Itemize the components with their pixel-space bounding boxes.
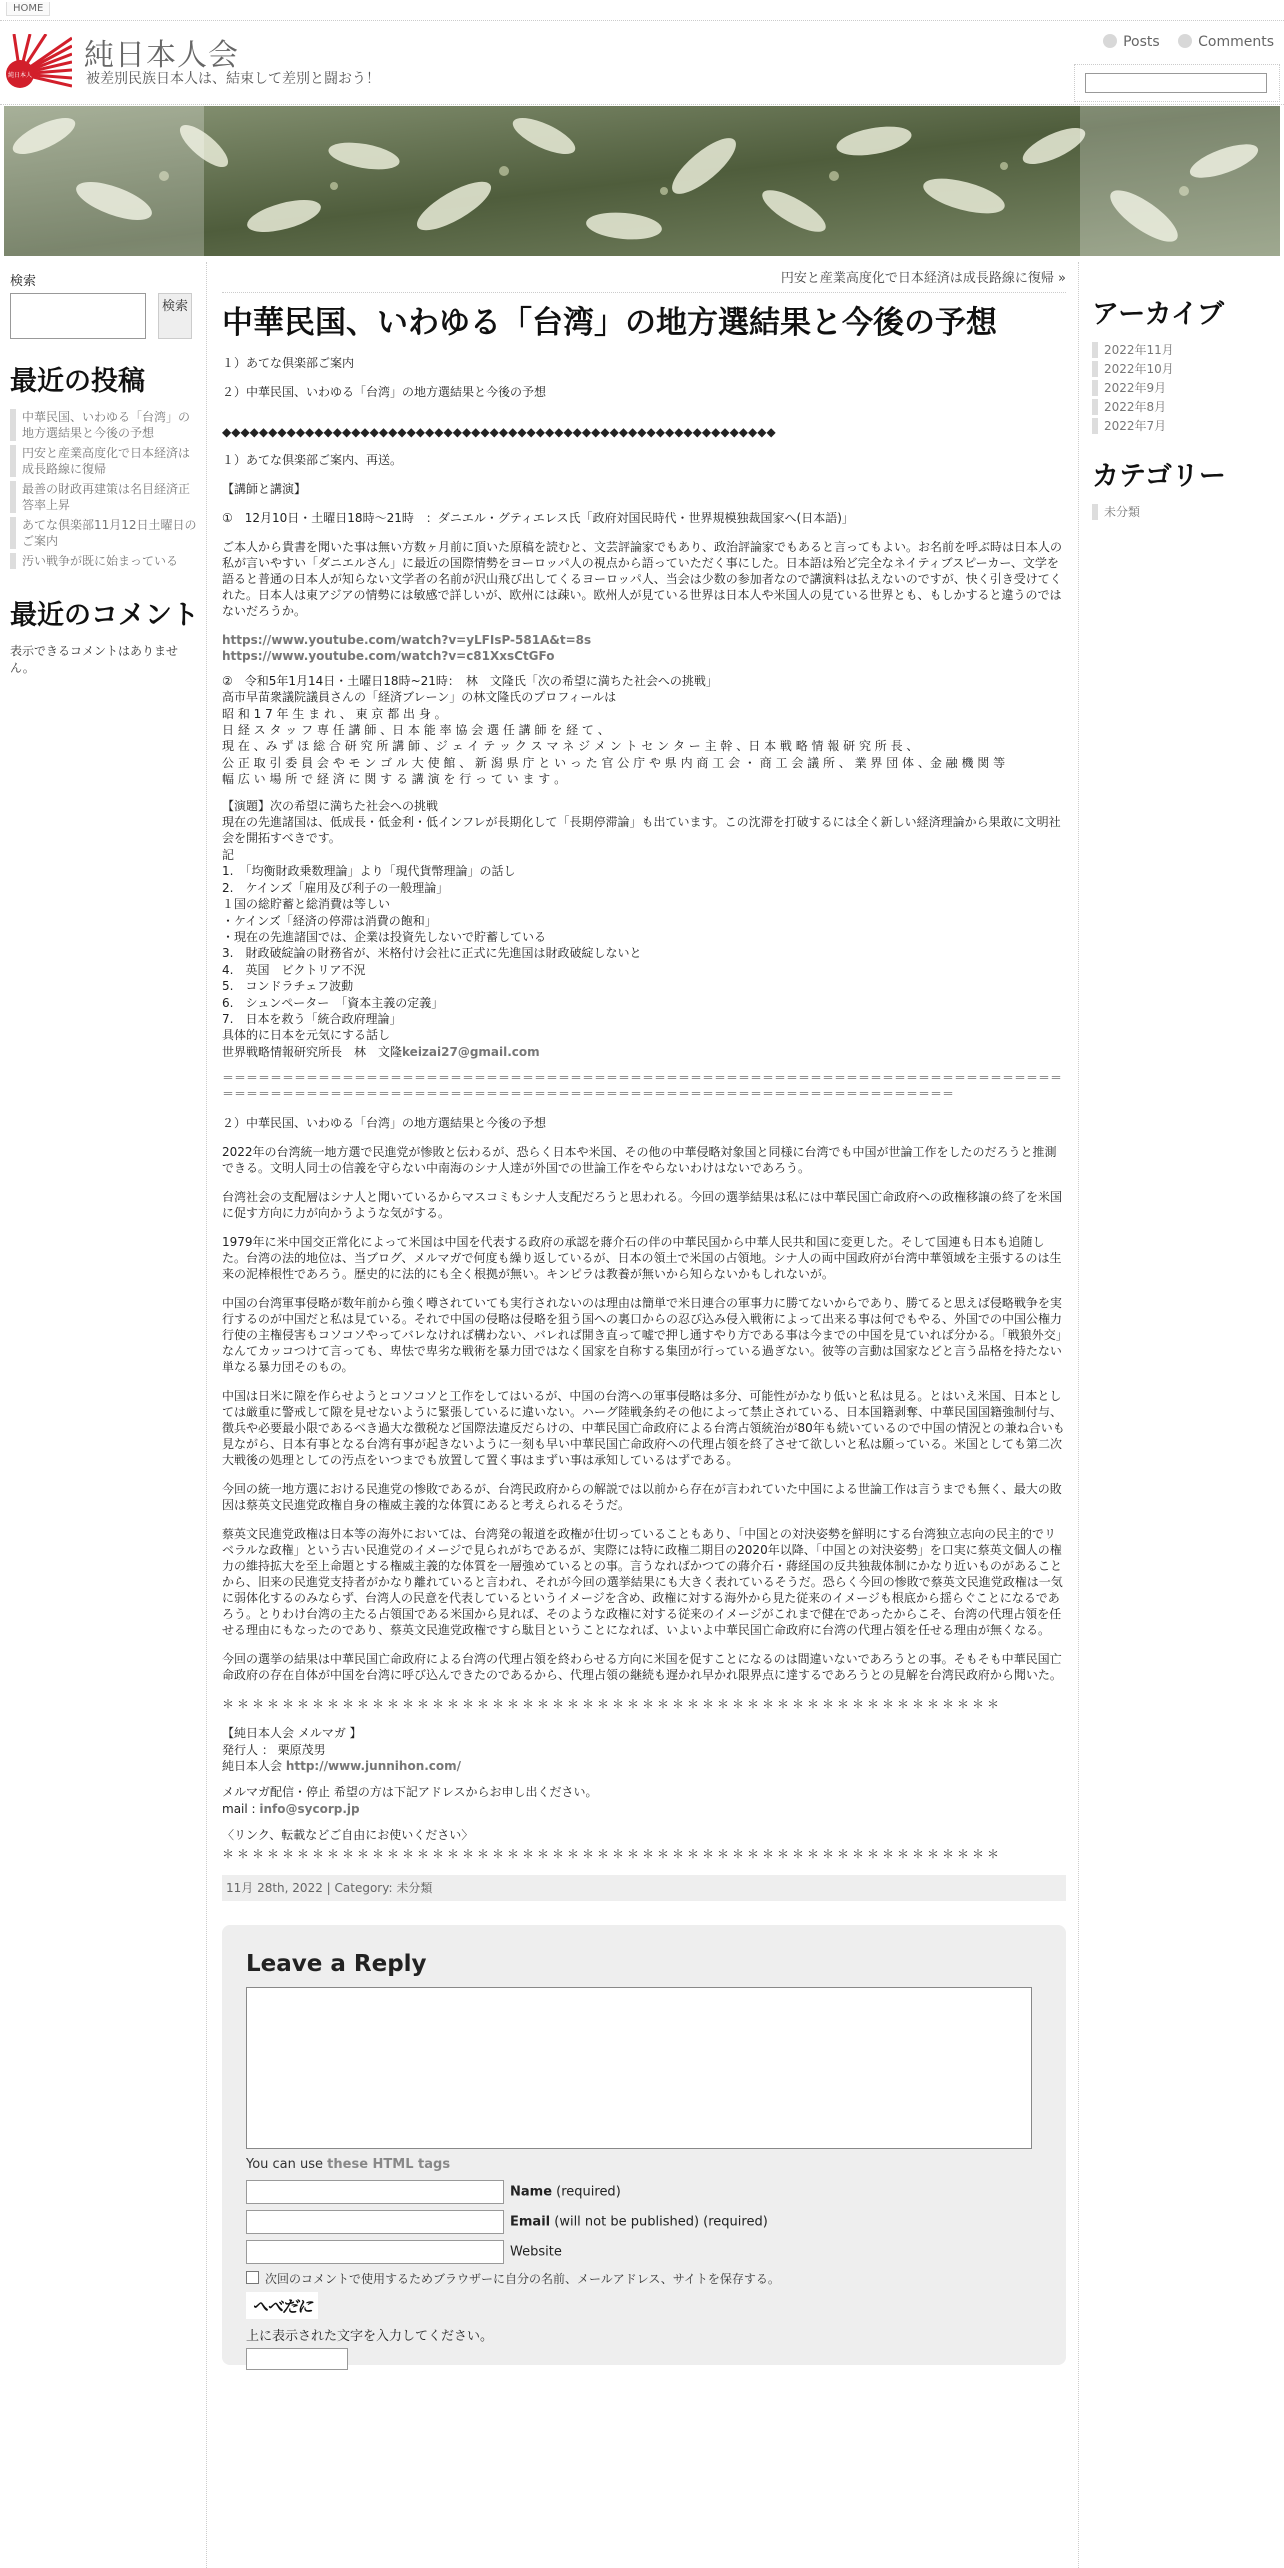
left-column-divider [206,262,207,2568]
lecture2-line: ② 令和5年1月14日・土曜日18時~21時： 林 文隆氏「次の希望に満ちた社会への挑戦」 [222,673,718,688]
captcha-instructions: 上に表示された文字を入力してください。 [246,2328,494,2344]
theme-line: 7. 日本を救う「統合政府理論」 [222,1011,402,1026]
theme-line: 4. 英国 ビクトリア不況 [222,962,366,977]
youtube-link[interactable]: https://www.youtube.com/watch?v=yLFIsP-581A&t=8s [222,633,592,647]
search-label: 検索 [10,274,37,289]
captcha-input[interactable] [246,2348,348,2370]
body-paragraph: 今回の統一地方選における民進党の惨敗であるが、台湾民政府からの解説では以前から存在が言われていた中国による世論工作は言うまでも無く、最大の敗因は蔡英文民進党政権自身の権威主義的な体質にあると考えられるそうだ。 [222,1482,1062,1513]
site-logo-icon[interactable] [6,34,72,88]
captcha-image: へべだに [246,2292,318,2319]
next-post-link[interactable]: 円安と産業高度化で日本経済は成長路線に復帰 » [222,266,1066,293]
nav-home-link[interactable]: HOME [6,2,50,16]
section1-heading: １）あてな倶楽部ご案内、再送。 [222,453,403,467]
right-column-divider [1078,262,1079,2568]
website-field[interactable] [246,2240,504,2264]
theme-line: 1. 「均衡財政乗数理論」より「現代貨幣理論」の話し [222,864,516,879]
sidebar-search-input[interactable] [10,293,146,339]
category-list [1092,504,1272,520]
lecture2-line: 公 正 取 引 委 員 会 や モ ン ゴ ル 大 使 館 、 新 潟 県 庁 と い っ た 官 公 庁 や 県 内 商 工 会 ・ 商 工 会 議 所 、 業 界 団 体 、金 融 機 関 等 [222,755,1006,770]
theme-line: ・現在の先進諸国では、企業は投資先しないで貯蓄している [222,929,547,944]
archive-list [1092,342,1272,434]
site-header [0,20,1284,105]
post-meta: 11月 28th, 2022 | Category: 未分類 [222,1875,1066,1901]
section1-subheading: 【講師と講演】 [222,482,307,496]
mail-link[interactable]: info@sycorp.jp [259,1801,360,1816]
lecture2-line: 昭 和 1 7 年 生 ま れ 、 東 京 都 出 身 。 [222,706,447,721]
left-sidebar [10,270,200,677]
recent-post-item[interactable]: 汚い戦争が既に始まっている [10,553,200,569]
archive-item[interactable]: 2022年9月 [1092,380,1272,396]
theme-line: 具体的に日本を元気にする話し [222,1028,391,1043]
newsletter-contact [222,1784,1066,1817]
separator-asterisks: ＊＊＊＊＊＊＊＊＊＊＊＊＊＊＊＊＊＊＊＊＊＊＊＊＊＊＊＊＊＊＊＊＊＊＊＊＊＊＊＊＊＊＊＊＊＊＊＊＊＊＊＊ [222,1697,1003,1712]
email-link[interactable]: keizai27@gmail.com [402,1044,540,1059]
comment-form [222,1925,1066,2365]
post-date: 11月 28th, 2022 [226,1880,323,1895]
archive-item[interactable]: 2022年11月 [1092,342,1272,358]
main-content [222,266,1066,2365]
theme-line: 2. ケインズ「雇用及び利子の一般理論」 [222,880,449,895]
body-paragraph: 2022年の台湾統一地方選で民進党が惨敗と伝わるが、恐らく日本や米国、その他の中華侵略対象国と同様に台湾でも中国が世論工作をしたのだろうと推測できる。文明人同士の信義を守らない中南海のシナ人達が外国での世論工作をやらないわけはないであろう。 [222,1145,1057,1176]
save-info-row: 次回のコメントで使用するためブラウザーに自分の名前、メールアドレス、サイトを保存する。 [246,2270,1042,2292]
newsletter-mail: mail : info@sycorp.jp [222,1801,360,1816]
separator-equals: ＝＝＝＝＝＝＝＝＝＝＝＝＝＝＝＝＝＝＝＝＝＝＝＝＝＝＝＝＝＝＝＝＝＝＝＝＝＝＝＝＝＝＝＝＝＝＝＝＝＝＝＝＝＝＝＝＝＝＝＝＝＝＝＝＝＝＝＝＝＝＝＝＝＝＝＝＝＝＝＝＝＝＝＝＝＝＝＝＝＝＝＝＝＝＝＝＝＝＝＝＝＝＝＝＝＝＝＝＝＝＝＝＝＝＝＝＝＝＝＝＝＝＝＝＝＝＝＝＝＝＝ [222,1071,1063,1102]
body-paragraph: 1979年に米中国交正常化によって米国は中国を代表する政府の承認を蔣介石の伴の中華民国から中華人民共和国に変更した。そして国連も日本も追随した。台湾の法的地位は、当ブログ、メルマガで何度も繰り返しているが、日本の領土で米国の占領地。シナ人の両中国政府が台湾中華領域を主張するのは生来の泥棒根性であろう。歴史的に法的にも全く根拠が無い。キンピラは教養が無いから知らないかもしれないが。 [222,1235,1062,1282]
newsletter-title: 【純日本人会 メルマガ 】 [222,1726,362,1741]
site-url-link[interactable]: http://www.junnihon.com/ [285,1758,462,1773]
html-tags-link[interactable]: these HTML tags [327,2156,451,2172]
body-paragraph: 蔡英文民進党政権は日本等の海外においては、台湾発の報道を政権が仕切っていることもあり、「中国との対決姿勢を鮮明にする台湾独立志向の民主的でリベラルな政権」という古い民進党のイメージで見られがちであるが、実際には特に政権二期目の2020年以降、「中国との対決姿勢」を口実に蔡英文個人の権力の維持拡大を至上命題とする権威主義的な体質を一層強めているとの事。言うなればかつての蔣介石・蔣経国の反共独裁体制にかなり近いものがあることから、旧来の民進党支持者がかなり離れていると言われ、それが今回の選挙結果にも大きく表れているそうだ。恐らく今回の惨敗で蔡英文民進党政権は一気に弱体化するのみならず、台湾人の民意を代表しているというイメージを含め、政権に対する海外から見た従来のイメージも根底から揺らぐことになるであろう。とりわけ台湾の主たる占領国である米国から見れば、そのような政権に対する従来のイメージがこれまで健在であったからこそ、台湾の代理占領を任せる理由にもなったのであり、蔡英文民進党政権ですら駄目ということになれば、いよいよ中華民国亡命政府に台湾の代理占領を任せる理由が無くなる。 [222,1527,1063,1638]
archive-heading: アーカイブ [1092,299,1225,330]
header-search-input[interactable] [1085,73,1267,93]
recent-comments-heading: 最近のコメント [10,600,199,631]
archive-item[interactable]: 2022年7月 [1092,418,1272,434]
lecture2-line: 現 在 、み ず ほ 総 合 研 究 所 講 師 、ジ ェ イ テ ッ ク ス マ ネ ジ メ ン ト セ ン タ ー 主 幹 、日 本 戦 略 情 報 研 究 所 長 、 [222,739,919,754]
theme-line: 【演題】次の希望に満ちた社会への挑戦 [222,798,439,813]
toc-item: ２）中華民国、いわゆる「台湾」の地方選結果と今後の予想 [222,385,547,399]
posts-feed-link[interactable]: Posts [1103,34,1160,50]
recent-comments-empty: 表示できるコメントはありません。 [10,644,179,675]
recent-post-item[interactable]: 円安と産業高度化で日本経済は成長路線に復帰 [10,445,200,477]
category-item[interactable]: 未分類 [1092,504,1272,520]
category-heading: カテゴリー [1092,461,1226,492]
logo-text: 純日本人 [7,72,33,79]
recent-post-item[interactable]: 最善の財政再建策は名目経済正答率上昇 [10,481,200,513]
email-row: Email (will not be published) (required) [246,2210,1042,2236]
lecture2-block [222,673,1066,788]
body-paragraph: 中国は日米に隙を作らせようとコソコソと工作をしてはいるが、中国の台湾への軍事侵略は多分、可能性がかなり低いと私は見る。とはいえ米国、日本としては厳重に警戒して隙を見せないように緊張しているに違いない。ハーグ陸戦条約その他によって禁止されている、日本国籍剥奪、中華民国国籍強制付与、徴兵や必要最小限であるべき過大な徴税など国際法違反だらけの、中華民国亡命政府による台湾占領統治が80年も続いているので中国の情況との兼ね合いも見ながら、日本有事となる台湾有事が起きないように一刻も早い中華民国亡命政府への代理占領を終了させて欲しいと私は願っている。米国としても第二次大戦後の処理としての汚点をいつまでも放置して置く事はまずい事は承知しているはずである。 [222,1389,1065,1468]
feed-links [1089,34,1274,50]
toc-item: １）あてな倶楽部ご案内 [222,356,355,370]
separator-diamonds: ◆◆◆◆◆◆◆◆◆◆◆◆◆◆◆◆◆◆◆◆◆◆◆◆◆◆◆◆◆◆◆◆◆◆◆◆◆◆◆◆◆◆◆◆◆◆◆◆◆◆◆◆◆◆◆◆◆◆◆◆ [222,425,776,439]
html-tags-note: You can use these HTML tags [246,2156,451,2172]
sidebar-search-button[interactable]: 検索 [158,293,192,339]
right-sidebar [1092,290,1272,523]
save-info-checkbox[interactable] [246,2271,259,2284]
lecture1-title: ① 12月10日・土曜日18時～21時 ：ダニエル・グティエレス氏「政府対国民時代・世界規模独裁国家へ(日本語)」 [222,511,854,525]
name-field[interactable] [246,2180,504,2204]
post-title: 中華民国、いわゆる「台湾」の地方選結果と今後の予想 [222,305,997,341]
theme-line: ・ケインズ「経済の停滞は消費の飽和」 [222,913,437,928]
theme-line: 5. コンドラチェフ波動 [222,979,354,994]
newsletter-publisher: 発行人 ： 栗原茂男 [222,1742,326,1757]
newsletter-info [222,1725,1066,1774]
header-search-box [1074,64,1280,102]
body-paragraph: 中国の台湾軍事侵略が数年前から強く噂されていても実行されないのは理由は簡単で米日連合の軍事力に勝てないからであり、勝てると思えば侵略戦争を実行するのが中国だと私は見ている。それで中国の侵略は侵略を狙う国への裏口からの忍び込み侵入戦術によって出来る事は何でもやる、外国での中国公権力行使の主権侵害もコソコソやってバレなければ構わない、バレれば開き直って嘘で押し通すやり方である事は今までの中国を見ていれば分かる。「戦狼外交」なんてカッコつけて言っても、卑怯で卑劣な戦術を暴力団ではなく国家を自称する集団が行っている過ぎない。彼等の言動は国家などと言う品格を持たない単なる暴力団そのもの。 [222,1296,1063,1375]
lecture2-line: 日 経 ス タ ッ フ 専 任 講 師 、日 本 能 率 協 会 選 任 講 師 を 経 て 、 [222,723,610,738]
theme-block [222,798,1066,1061]
lecture2-line: 幅 広 い 場 所 で 経 済 に 関 す る 講 演 を 行 っ て い ま す 。 [222,772,567,787]
body-paragraph: 台湾社会の支配層はシナ人と聞いているからマスコミもシナ人支配だろうと思われる。今回の選挙結果は私には中華民国亡命政府への政権移譲の終了を米国に促す方向に力が向かうような気がする。 [222,1190,1063,1221]
comment-textarea[interactable] [246,1987,1032,2149]
newsletter-site: 純日本人会 http://www.junnihon.com/ [222,1758,462,1773]
recent-posts-list [10,409,200,569]
archive-item[interactable]: 2022年8月 [1092,399,1272,415]
theme-line: 記 [222,847,235,862]
newsletter-stop-text: メルマガ配信・停止 希望の方は下記アドレスからお申し出ください。 [222,1785,598,1800]
lecture2-line: 高市早苗衆議院議員さんの「経済ブレーン」の林文隆氏のプロフィールは [222,690,617,705]
body-paragraph: 今回の選挙の結果は中華民国亡命政府による台湾の代理占領を終わらせる方向に米国を促すことになるのは間違いないであろうとの事。そもそも中華民国亡命政府の存在自体が中国を台湾に呼び込んできたのであるから、代理占領の継続も遅かれ早かれ限界点に達するであろうとの見解を台湾民政府から聞いた。 [222,1652,1062,1683]
site-description: 被差別民族日本人は、結束して差別と闘おう！ [86,71,380,87]
theme-line: 6. シュンペーター 「資本主義の定義」 [222,995,444,1010]
youtube-link[interactable]: https://www.youtube.com/watch?v=c81XxsCtGFo [222,649,555,664]
website-row: Website [246,2240,1042,2266]
leaf-banner-image [4,106,1280,256]
archive-item[interactable]: 2022年10月 [1092,361,1272,377]
reply-heading: Leave a Reply [246,1950,427,1977]
sidebar-search [10,293,200,347]
theme-line: 現在の先進諸国は、低成長・低金利・低インフレが長期化して「長期停滞論」も出ています。この沈滞を打破するには全く新しい経済理論から果敢に文明社会を開拓すべきです。 [222,815,1061,846]
newsletter-link-note: 〈リンク、転載などご自由にお使いください〉 [222,1828,474,1843]
email-field[interactable] [246,2210,504,2234]
recent-posts-heading: 最近の投稿 [10,366,145,397]
site-title[interactable]: 純日本人会 [84,38,239,73]
rss-icon [1178,34,1192,48]
post-category-link[interactable]: 未分類 [396,1880,433,1895]
signature-line: 世界戦略情報研究所長 林 文隆keizai27@gmail.com [222,1044,540,1059]
name-row: Name (required) [246,2180,1042,2206]
lecture1-body: ご本人から貴書を聞いた事は無い方数ヶ月前に頂いた原稿を読むと、文芸評論家でもあり、政治評論家でもあると言ってもよい。お名前を呼ぶ時は日本人の私が言いやすい「ダニエルさん」に最近の国際情勢をヨーロッパ人の視点から語っていただく事にした。日本語は殆ど完全なネイティブスピーカー、文学を語ると普通の日本人が知らない文学者の名前が沢山飛び出してくるヨーロッパ人、当会は少数の参加者なので講演料は払えないのですが、快く引き受けてくれた。日本人は東アジアの情勢には敏感で詳しいが、欧州には疎い。欧州人が見ている世界は日本人や米国人の見ている世界とも、もしかすると違うのではないだろうか。 [222,540,1063,618]
theme-line: 3. 財政破綻論の財務省が、米格付け会社に正式に先進国は財政破綻しないと [222,946,642,961]
rss-icon [1103,34,1117,48]
recent-post-item[interactable]: 中華民国、いわゆる「台湾」の地方選結果と今後の予想 [10,409,200,441]
post-body [222,355,1066,1862]
section2-heading: ２）中華民国、いわゆる「台湾」の地方選結果と今後の予想 [222,1116,547,1131]
header-banner-image [4,106,1280,256]
comments-feed-link[interactable]: Comments [1178,34,1274,50]
recent-post-item[interactable]: あてな倶楽部11月12日土曜日のご案内 [10,517,200,549]
theme-line: １国の総貯蓄と総消費は等しい [222,897,391,912]
separator-asterisks: ＊＊＊＊＊＊＊＊＊＊＊＊＊＊＊＊＊＊＊＊＊＊＊＊＊＊＊＊＊＊＊＊＊＊＊＊＊＊＊＊＊＊＊＊＊＊＊＊＊＊＊＊ [222,1846,1003,1861]
top-navigation [0,0,1284,21]
